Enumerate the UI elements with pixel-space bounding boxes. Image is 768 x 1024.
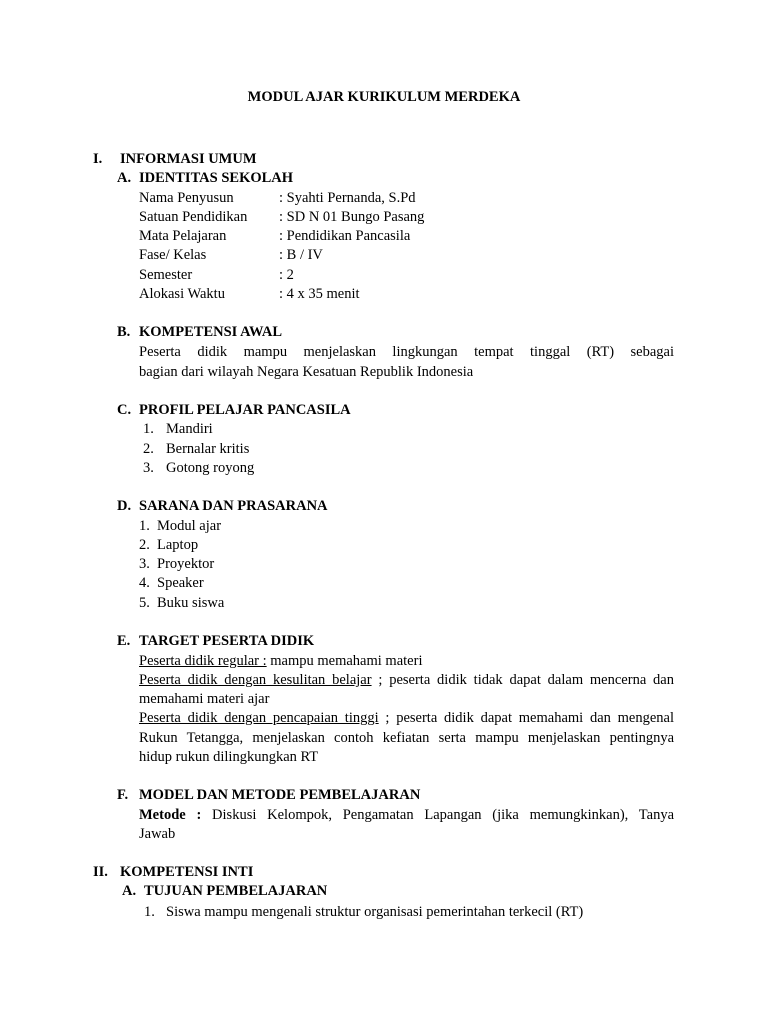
identity-label: Nama Penyusun bbox=[139, 190, 234, 206]
identity-value: : Pendidikan Pancasila bbox=[279, 228, 411, 244]
section-2-title: KOMPETENSI INTI bbox=[120, 864, 254, 880]
target-regular-label: Peserta didik regular : bbox=[139, 653, 267, 669]
metode-label: Metode : bbox=[139, 807, 202, 823]
metode-line-2: Jawab bbox=[139, 826, 176, 842]
identity-label: Fase/ Kelas bbox=[139, 247, 207, 263]
identity-value: : 2 bbox=[279, 267, 294, 283]
identity-label: Semester bbox=[139, 267, 193, 283]
metode-line-1 bbox=[139, 806, 674, 825]
target-tinggi-line-1 bbox=[139, 709, 674, 728]
list-number: 2. bbox=[143, 441, 154, 457]
list-number: 3. bbox=[139, 556, 150, 572]
target-sulit-text: ; peserta didik tidak dapat dalam mencerna dan bbox=[371, 672, 674, 688]
list-number: 2. bbox=[139, 537, 150, 553]
target-tinggi-line-3: hidup rukun dilingkungkan RT bbox=[139, 749, 319, 765]
subsection-2a-title: TUJUAN PEMBELAJARAN bbox=[144, 883, 328, 899]
list-number: 5. bbox=[139, 595, 150, 611]
list-item: Proyektor bbox=[157, 556, 215, 572]
subsection-a-title: IDENTITAS SEKOLAH bbox=[139, 170, 294, 186]
target-sulit-line-1 bbox=[139, 671, 674, 690]
list-item: Bernalar kritis bbox=[166, 441, 250, 457]
identity-value: : 4 x 35 menit bbox=[279, 286, 360, 302]
subsection-d-title: SARANA DAN PRASARANA bbox=[139, 498, 328, 514]
list-number: 4. bbox=[139, 575, 150, 591]
list-number: 1. bbox=[139, 518, 150, 534]
target-sulit-label: Peserta didik dengan kesulitan belajar bbox=[139, 672, 372, 688]
list-number: 1. bbox=[144, 904, 155, 920]
identity-label: Alokasi Waktu bbox=[139, 286, 225, 302]
document-title: MODUL AJAR KURIKULUM MERDEKA bbox=[247, 89, 521, 105]
subsection-b-title: KOMPETENSI AWAL bbox=[139, 324, 283, 340]
target-sulit-line-2: memahami materi ajar bbox=[139, 691, 270, 707]
subsection-c-title: PROFIL PELAJAR PANCASILA bbox=[139, 402, 351, 418]
section-2-number: II. bbox=[93, 864, 108, 880]
identity-label: Mata Pelajaran bbox=[139, 228, 227, 244]
subsection-b-letter: B. bbox=[117, 324, 131, 340]
target-tinggi-text: ; peserta didik dapat memahami dan mengenal bbox=[378, 710, 675, 726]
section-1-number: I. bbox=[93, 151, 103, 167]
target-tinggi-label: Peserta didik dengan pencapaian tinggi bbox=[139, 710, 379, 726]
subsection-e-title: TARGET PESERTA DIDIK bbox=[139, 633, 315, 649]
list-item: Laptop bbox=[157, 537, 199, 553]
subsection-a-letter: A. bbox=[117, 170, 132, 186]
list-item: Buku siswa bbox=[157, 595, 225, 611]
list-item: Modul ajar bbox=[157, 518, 222, 534]
kompetensi-awal-line-2: bagian dari wilayah Negara Kesatuan Republik Indonesia bbox=[139, 364, 474, 380]
identity-value: : B / IV bbox=[279, 247, 323, 263]
kompetensi-awal-line-1: Peserta didik mampu menjelaskan lingkungan tempat tinggal (RT) sebagai bbox=[139, 344, 674, 360]
list-number: 3. bbox=[143, 460, 154, 476]
subsection-e-letter: E. bbox=[117, 633, 131, 649]
list-item: Gotong royong bbox=[166, 460, 255, 476]
subsection-f-letter: F. bbox=[117, 787, 129, 803]
subsection-c-letter: C. bbox=[117, 402, 132, 418]
subsection-2a-letter: A. bbox=[122, 883, 137, 899]
identity-label: Satuan Pendidikan bbox=[139, 209, 248, 225]
list-number: 1. bbox=[143, 421, 154, 437]
target-regular-text: mampu memahami materi bbox=[266, 653, 423, 669]
subsection-f-title: MODEL DAN METODE PEMBELAJARAN bbox=[139, 787, 421, 803]
target-regular-line bbox=[139, 652, 422, 671]
metode-text: Diskusi Kelompok, Pengamatan Lapangan (jika memungkinkan), Tanya bbox=[201, 807, 674, 823]
target-tinggi-line-2: Rukun Tetangga, menjelaskan contoh kefiatan serta mampu menjelaskan pentingnya bbox=[139, 730, 674, 746]
list-item: Speaker bbox=[157, 575, 204, 591]
section-1-title: INFORMASI UMUM bbox=[120, 151, 257, 167]
identity-value: : SD N 01 Bungo Pasang bbox=[279, 209, 425, 225]
subsection-d-letter: D. bbox=[117, 498, 132, 514]
identity-value: : Syahti Pernanda, S.Pd bbox=[279, 190, 416, 206]
list-item: Mandiri bbox=[166, 421, 213, 437]
list-item: Siswa mampu mengenali struktur organisasi pemerintahan terkecil (RT) bbox=[166, 904, 584, 920]
